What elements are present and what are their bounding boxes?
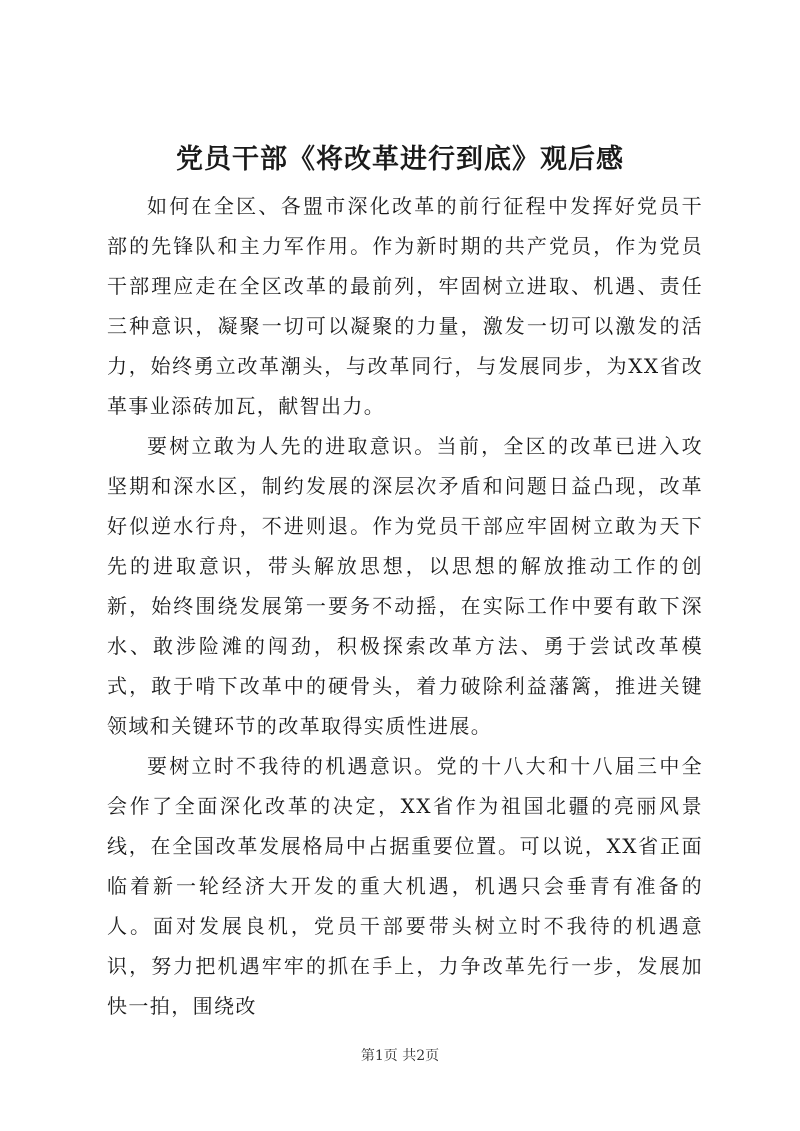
paragraph-1: 如何在全区、各盟市深化改革的前行征程中发挥好党员干部的先锋队和主力军作用。作为新时期的共产党员，作为党员干部理应走在全区改革的最前列，牢固树立进取、机遇、责任三种意识，凝聚一切可以凝聚的力量，激发一切可以激发的活力，始终勇立改革潮头，与改革同行，与发展同步，为XX省改革事业添砖加瓦，献智出力。	[107, 194, 703, 418]
document-body	[107, 186, 703, 1026]
paragraph-2: 要树立敢为人先的进取意识。当前，全区的改革已进入攻坚期和深水区，制约发展的深层次矛盾和问题日益凸现，改革好似逆水行舟，不进则退。作为党员干部应牢固树立敢为天下先的进取意识，带头解放思想，以思想的解放推动工作的创新，始终围绕发展第一要务不动摇，在实际工作中要有敢下深水、敢涉险滩的闯劲，积极探索改革方法、勇于尝试改革模式，敢于啃下改革中的硬骨头，着力破除利益藩篱，推进关键领域和关键环节的改革取得实质性进展。	[107, 434, 703, 738]
document-title: 党员干部《将改革进行到底》观后感	[176, 144, 624, 175]
paragraph-3: 要树立时不我待的机遇意识。党的十八大和十八届三中全会作了全面深化改革的决定，XX省作为祖国北疆的亮丽风景线，在全国改革发展格局中占据重要位置。可以说，XX省正面临着新一轮经济大开发的重大机遇，机遇只会垂青有准备的人。面对发展良机，党员干部要带头树立时不我待的机遇意识，努力把机遇牢牢的抓在手上，力争改革先行一步，发展加快一拍，围绕改	[107, 754, 703, 1018]
page-footer: 第1页 共2页	[360, 1048, 440, 1064]
